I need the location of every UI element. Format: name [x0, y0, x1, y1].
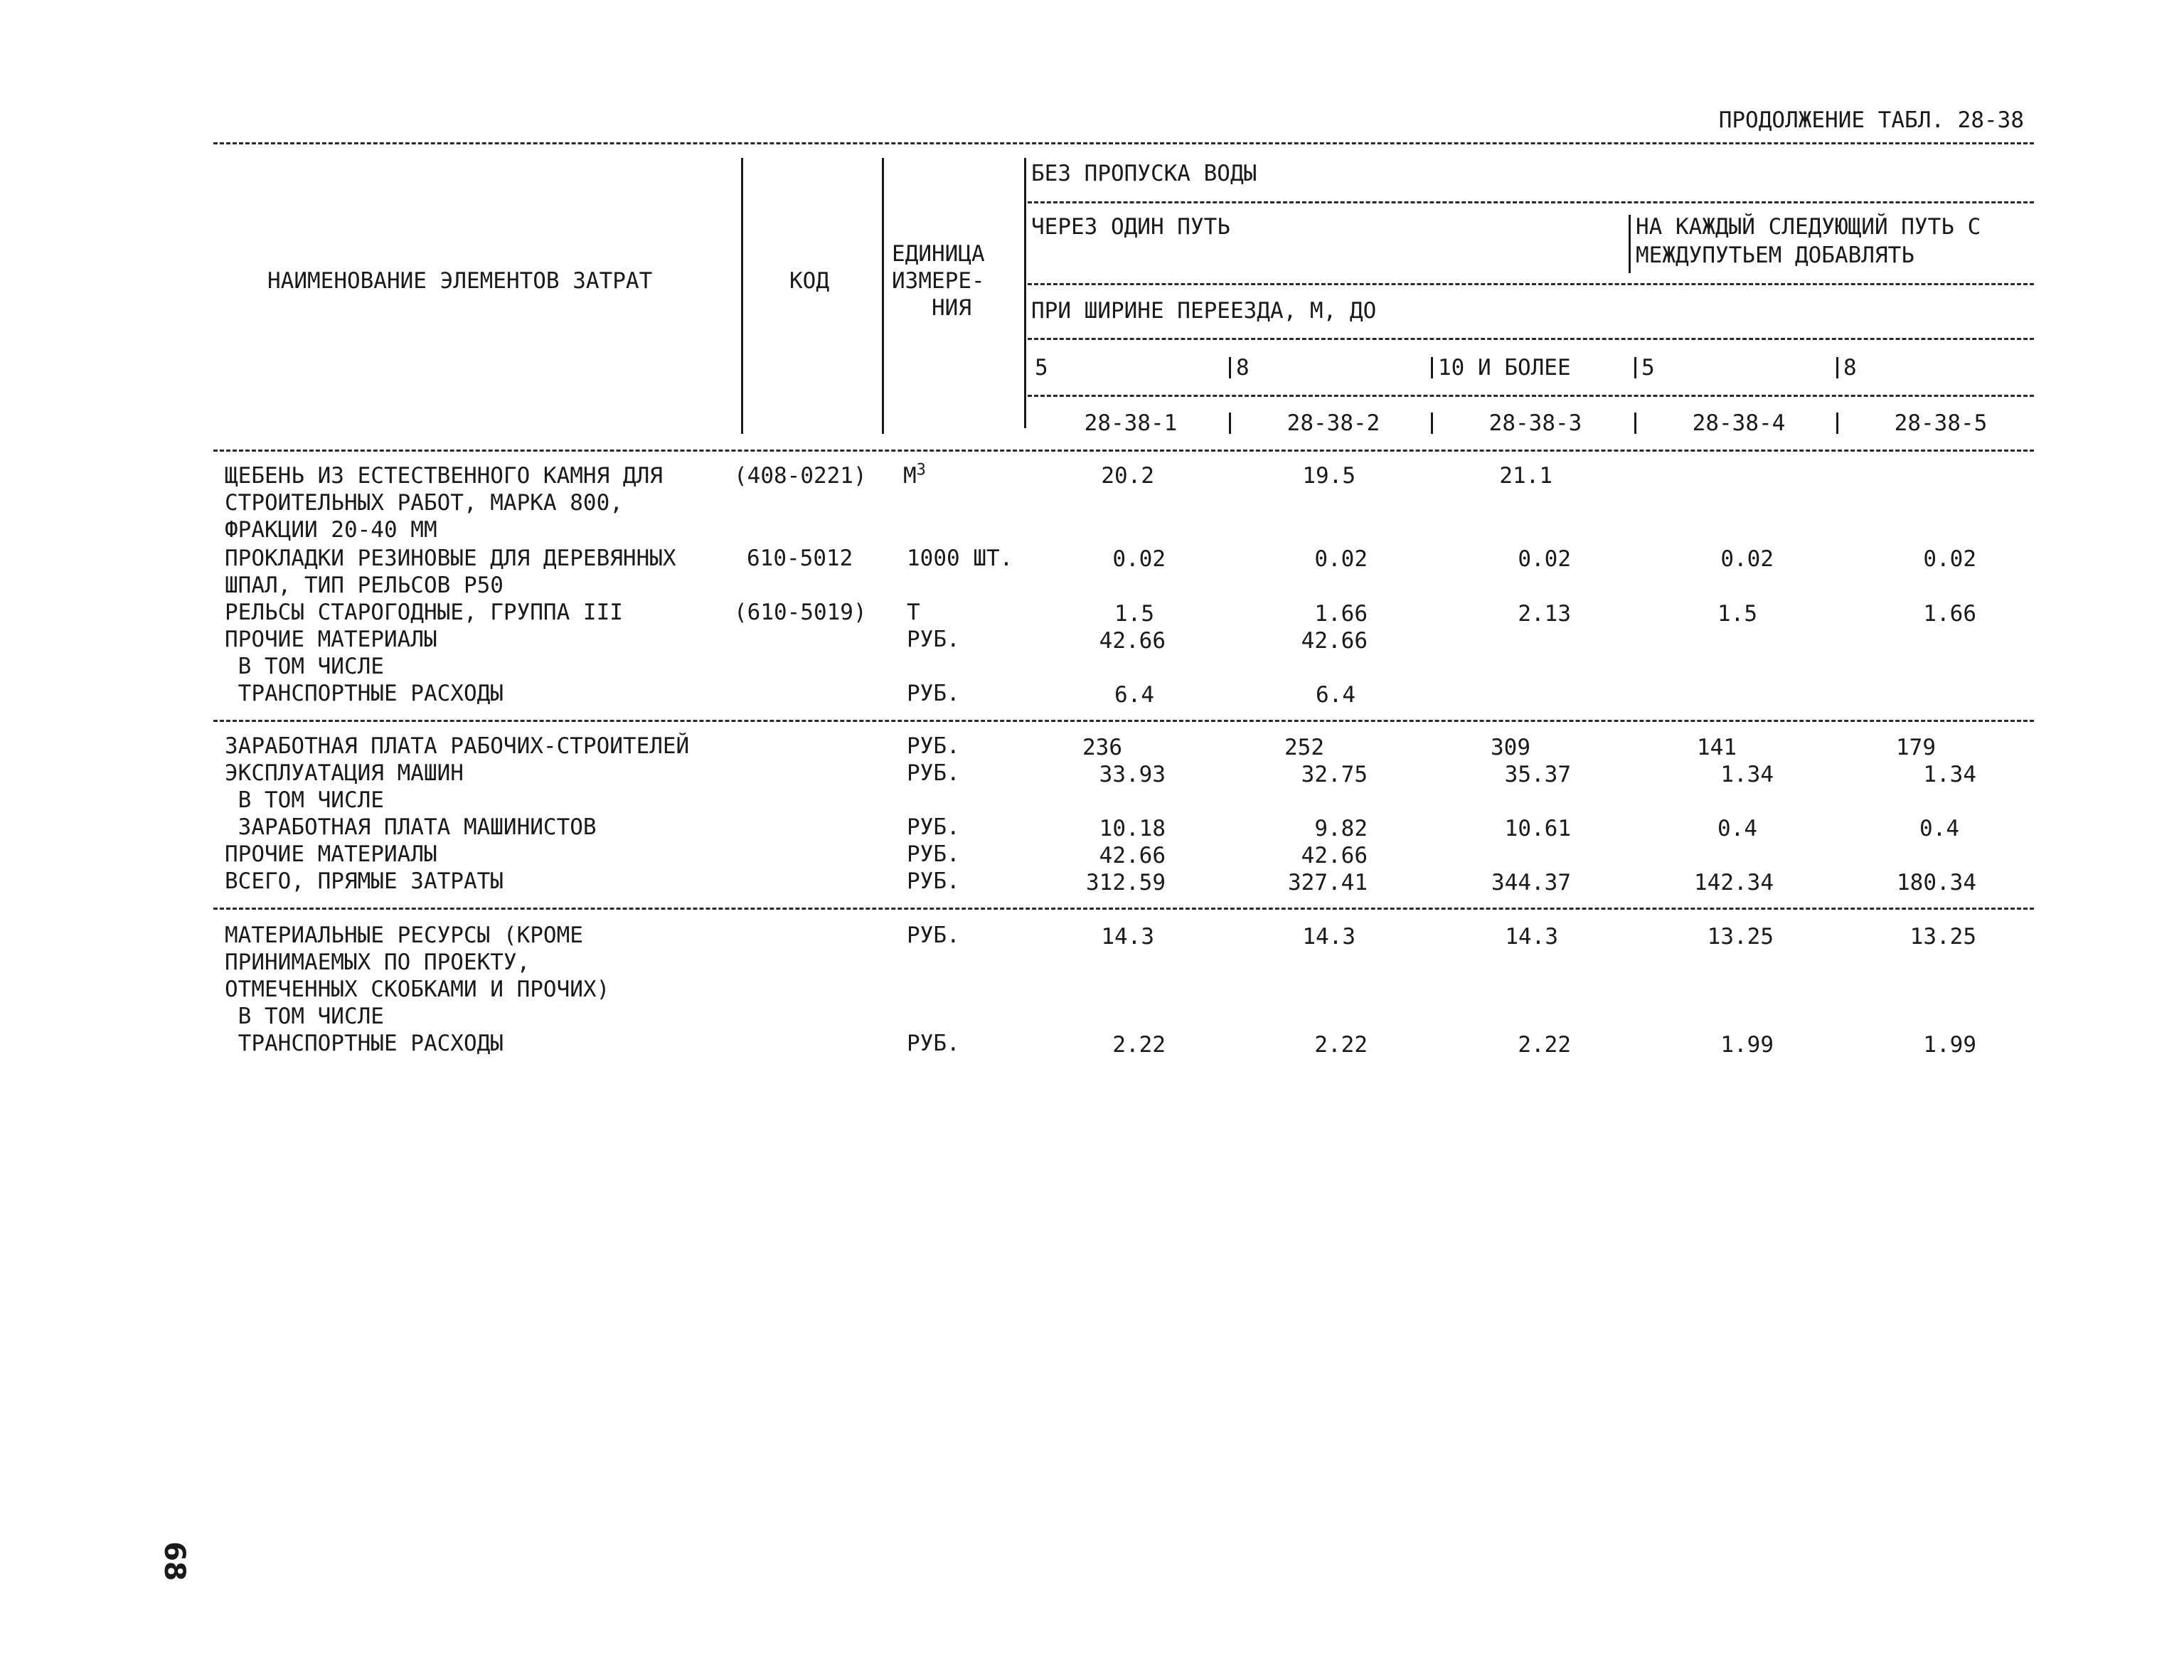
row-value: 42.66: [1301, 628, 1368, 654]
row-value: 344.37: [1491, 870, 1571, 895]
code-cell: 28-38-5: [1894, 410, 1988, 436]
unit-header-line: НИЯ: [932, 295, 971, 321]
header-divider: [741, 158, 743, 434]
row-name-line: ТРАНСПОРТНЫЕ РАСХОДЫ: [225, 681, 504, 706]
row-value: 1.5: [1114, 601, 1154, 627]
row-value: 0.02: [1314, 546, 1368, 572]
row-unit-base: М: [903, 463, 917, 489]
row-value: 142.34: [1694, 870, 1774, 895]
name-column-header: НАИМЕНОВАНИЕ ЭЛЕМЕНТОВ ЗАТРАТ: [267, 268, 653, 294]
row-value: 21.1: [1499, 463, 1552, 489]
row-value: 10.18: [1099, 816, 1166, 841]
row-unit: РУБ.: [907, 841, 960, 867]
width-divider: [1634, 357, 1636, 378]
row-name-line: ВСЕГО, ПРЯМЫЕ ЗАТРАТЫ: [225, 868, 504, 894]
row-value: 35.37: [1504, 762, 1571, 787]
row-value: 312.59: [1086, 870, 1166, 895]
row-value: 236: [1082, 735, 1122, 760]
width-cell: 8: [1236, 355, 1250, 381]
row-unit: РУБ.: [907, 1031, 960, 1056]
subgroup-header: МЕЖДУПУТЬЕМ ДОБАВЛЯТЬ: [1636, 243, 1914, 268]
row-value: 19.5: [1302, 463, 1355, 489]
row-unit: РУБ.: [907, 868, 960, 894]
row-value: 14.3: [1505, 924, 1558, 950]
group-header: БЕЗ ПРОПУСКА ВОДЫ: [1031, 161, 1257, 186]
row-value: 9.82: [1314, 816, 1368, 841]
header-bottom-rule: [213, 450, 2034, 452]
row-value: 42.66: [1099, 628, 1166, 654]
row-value: 14.3: [1302, 924, 1355, 950]
section-rule: [213, 720, 2034, 722]
header-divider: [1629, 215, 1631, 273]
row-value: 10.61: [1504, 816, 1571, 841]
row-value: 179: [1896, 735, 1936, 760]
row-name-line: ЗАРАБОТНАЯ ПЛАТА МАШИНИСТОВ: [225, 814, 597, 840]
row-unit: [903, 462, 926, 489]
row-code: (408-0221): [734, 463, 867, 489]
row-code: 610-5012: [747, 546, 853, 571]
subgroup-header: НА КАЖДЫЙ СЛЕДУЮЩИЙ ПУТЬ С: [1636, 214, 1981, 240]
row-name-line: ЗАРАБОТНАЯ ПЛАТА РАБОЧИХ-СТРОИТЕЛЕЙ: [225, 733, 690, 759]
row-value: 0.4: [1919, 816, 1959, 841]
page-number: 68: [158, 1541, 191, 1581]
code-divider: [1836, 413, 1838, 434]
row-value: 13.25: [1909, 924, 1976, 950]
row-unit: РУБ.: [907, 733, 960, 759]
row-value: 20.2: [1101, 463, 1154, 489]
row-unit: РУБ.: [907, 814, 960, 840]
row-value: 309: [1491, 735, 1530, 760]
row-value: 6.4: [1114, 682, 1154, 708]
row-name-line: В ТОМ ЧИСЛЕ: [225, 1004, 384, 1029]
row-name-line: ПРОЧИЕ МАТЕРИАЛЫ: [225, 841, 437, 867]
row-name-line: СТРОИТЕЛЬНЫХ РАБОТ, МАРКА 800,: [225, 490, 623, 516]
row-value: 1.66: [1923, 601, 1976, 627]
row-name-line: ЩЕБЕНЬ ИЗ ЕСТЕСТВЕННОГО КАМНЯ ДЛЯ: [225, 463, 663, 489]
row-value: 2.13: [1518, 601, 1571, 627]
row-name-line: ПРОКЛАДКИ РЕЗИНОВЫЕ ДЛЯ ДЕРЕВЯННЫХ: [225, 546, 676, 571]
row-value: 1.99: [1720, 1032, 1774, 1058]
row-value: 1.99: [1923, 1032, 1976, 1058]
code-divider: [1634, 413, 1636, 434]
width-cell: 5: [1035, 355, 1048, 381]
width-cell: 8: [1843, 355, 1857, 381]
width-divider: [1836, 357, 1838, 378]
row-value: 2.22: [1518, 1032, 1571, 1058]
row-name-line: ПРОЧИЕ МАТЕРИАЛЫ: [225, 627, 437, 652]
row-value: 180.34: [1897, 870, 1976, 895]
row-value: 33.93: [1099, 762, 1166, 787]
row-value: 14.3: [1101, 924, 1154, 950]
row-value: 42.66: [1099, 843, 1166, 868]
row-unit: РУБ.: [907, 627, 960, 652]
header-divider: [882, 158, 884, 434]
row-value: 0.02: [1720, 546, 1774, 572]
row-name-line: МАТЕРИАЛЬНЫЕ РЕСУРСЫ (КРОМЕ: [225, 923, 583, 948]
row-value: 0.4: [1717, 816, 1757, 841]
header-rule: [1028, 395, 2034, 397]
row-unit: РУБ.: [907, 760, 960, 786]
row-value: 1.34: [1923, 762, 1976, 787]
code-cell: 28-38-3: [1488, 410, 1582, 436]
width-cell: 5: [1641, 355, 1655, 381]
unit-header-line: ЕДИНИЦА: [892, 241, 985, 267]
row-name-line: ШПАЛ, ТИП РЕЛЬСОВ Р50: [225, 573, 504, 598]
row-value: 6.4: [1316, 682, 1355, 708]
code-divider: [1431, 413, 1433, 434]
row-value: 0.02: [1112, 546, 1166, 572]
row-name-line: РЕЛЬСЫ СТАРОГОДНЫЕ, ГРУППА III: [225, 600, 623, 625]
row-value: 1.34: [1720, 762, 1774, 787]
code-cell: 28-38-1: [1084, 410, 1178, 436]
row-name-line: ОТМЕЧЕННЫХ СКОБКАМИ И ПРОЧИХ): [225, 977, 610, 1002]
width-cell: 10 И БОЛЕЕ: [1438, 355, 1571, 381]
row-value: 327.41: [1288, 870, 1368, 895]
row-name-line: В ТОМ ЧИСЛЕ: [225, 654, 384, 679]
code-divider: [1229, 413, 1231, 434]
row-unit: РУБ.: [907, 923, 960, 948]
width-divider: [1229, 357, 1231, 378]
header-rule: [1028, 283, 2034, 285]
section-rule: [213, 908, 2034, 910]
top-rule: [213, 142, 2034, 144]
continuation-title: ПРОДОЛЖЕНИЕ ТАБЛ. 28-38: [1718, 107, 2024, 133]
row-value: 2.22: [1314, 1032, 1368, 1058]
row-name-line: ПРИНИМАЕМЫХ ПО ПРОЕКТУ,: [225, 950, 531, 975]
width-divider: [1431, 357, 1433, 378]
unit-header-line: ИЗМЕРЕ-: [892, 268, 985, 294]
row-value: 1.66: [1314, 601, 1368, 627]
row-value: 32.75: [1301, 762, 1368, 787]
row-name-line: ТРАНСПОРТНЫЕ РАСХОДЫ: [225, 1031, 504, 1056]
subgroup-header: ЧЕРЕЗ ОДИН ПУТЬ: [1031, 214, 1230, 240]
row-name-line: ФРАКЦИИ 20-40 ММ: [225, 517, 437, 543]
row-value: 2.22: [1112, 1032, 1166, 1058]
row-unit: 1000 ШТ.: [907, 546, 1013, 571]
code-column-header: КОД: [789, 268, 829, 294]
code-cell: 28-38-4: [1692, 410, 1786, 436]
header-divider: [1024, 158, 1026, 428]
header-rule: [1028, 201, 2034, 203]
row-value: 1.5: [1717, 601, 1757, 627]
row-name-line: В ТОМ ЧИСЛЕ: [225, 787, 384, 813]
code-cell: 28-38-2: [1287, 410, 1380, 436]
row-name-line: ЭКСПЛУАТАЦИЯ МАШИН: [225, 760, 464, 786]
row-value: 0.02: [1923, 546, 1976, 572]
row-value: 252: [1284, 735, 1324, 760]
row-value: 0.02: [1518, 546, 1571, 572]
width-label: ПРИ ШИРИНЕ ПЕРЕЕЗДА, М, ДО: [1031, 298, 1377, 324]
row-value: 13.25: [1707, 924, 1774, 950]
header-rule: [1028, 338, 2034, 340]
row-unit: РУБ.: [907, 681, 960, 706]
row-value: 141: [1697, 735, 1737, 760]
row-value: 42.66: [1301, 843, 1368, 868]
row-code: (610-5019): [734, 600, 867, 625]
row-unit-exponent: 3: [916, 461, 926, 479]
row-unit: Т: [907, 600, 920, 625]
